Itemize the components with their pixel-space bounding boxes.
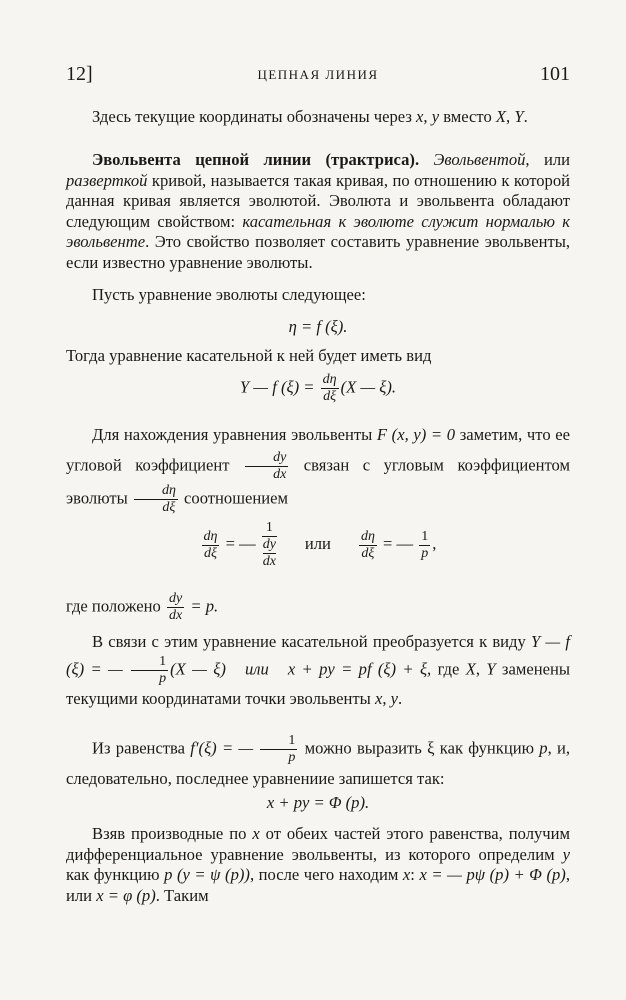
equation-slopes: $\frac{d\eta}{d\xi}$ = — $\frac{1}{\frac{dy}{dx}}$ или $\frac{d\eta}{d\xi}$ = — $\frac{1}{p}$ , (203, 520, 437, 569)
where-paragraph: где положено $\frac{dy}{dx}$ = p. (66, 591, 219, 623)
final-paragraph: Взяв производные по x от обеих частей этого равенства, получим дифференциальное уравнение эвольвенты, из которого определим y как функцию p (y = ψ (p)), после чего находим x: x = — pψ (p) + Φ (p), или x = φ (p). Таким (66, 824, 571, 905)
intro-paragraph: Здесь текущие координаты обозначены через x, y вместо X, Y. (92, 107, 528, 126)
equation-tangent: Y — f (ξ) = $\frac{d\eta}{d\xi}$ (X — ξ). (239, 372, 397, 404)
section-number: 12] (66, 63, 93, 85)
fraction-deta-dxi: $\frac{d\eta}{d\xi}$ (134, 483, 178, 516)
nested-fraction: $\frac{1}{\frac{dy}{dx}}$ (262, 520, 276, 569)
section-title: Эвольвента цепной линии (трактриса). (92, 150, 420, 169)
evolute-paragraph: Пусть уравнение эволюты следующее: (92, 285, 366, 304)
page-number: 101 (540, 63, 570, 85)
page-header (66, 63, 570, 89)
running-title: ЦЕПНАЯ ЛИНИЯ (257, 67, 379, 82)
transform-paragraph: В связи с этим уравнение касательной преобразуется к виду Y — f (ξ) = — $\frac{1}{p}$ (X — ξ) или x + py = pf (ξ) + ξ, где X, Y заменены текущими координатами точки эвольвенты x, y. (66, 632, 570, 708)
fraction-dy-dx: $\frac{dy}{dx}$ (245, 450, 288, 483)
section-paragraph: Эвольвента цепной линии (трактриса). Эвольвентой, или разверткой кривой, называется такая кривая, по отношению к которой данная кривая является эволютой. Эволюта и эвольвента обладают следующим свойством: касательная к эволюте служит нормалью к эвольвенте. Это свойство позволяет составить уравнение эвольвенты, если известно уравнение эволюты. (66, 150, 571, 272)
equation-evolute: η = f (ξ). (288, 317, 348, 336)
tangent-paragraph: Тогда уравнение касательной к ней будет иметь вид (66, 346, 432, 365)
equality-paragraph: Из равенства f′(ξ) = — $\frac{1}{p}$ можно выразить ξ как функцию p, и, следовательно, последнее уравнениие запишется так: (66, 733, 570, 788)
find-paragraph: Для нахождения уравнения эвольвенты F (x, y) = 0 заметим, что ее угловой коэффициент $\frac{dy}{dx}$ связан с угловым коэффициентом эволюты $\frac{d\eta}{d\xi}$ соотношением (66, 425, 570, 515)
fraction-deta-dxi: $\frac{d\eta}{d\xi}$ (322, 372, 337, 404)
equation-phi: x + py = Φ (p). (266, 793, 370, 812)
